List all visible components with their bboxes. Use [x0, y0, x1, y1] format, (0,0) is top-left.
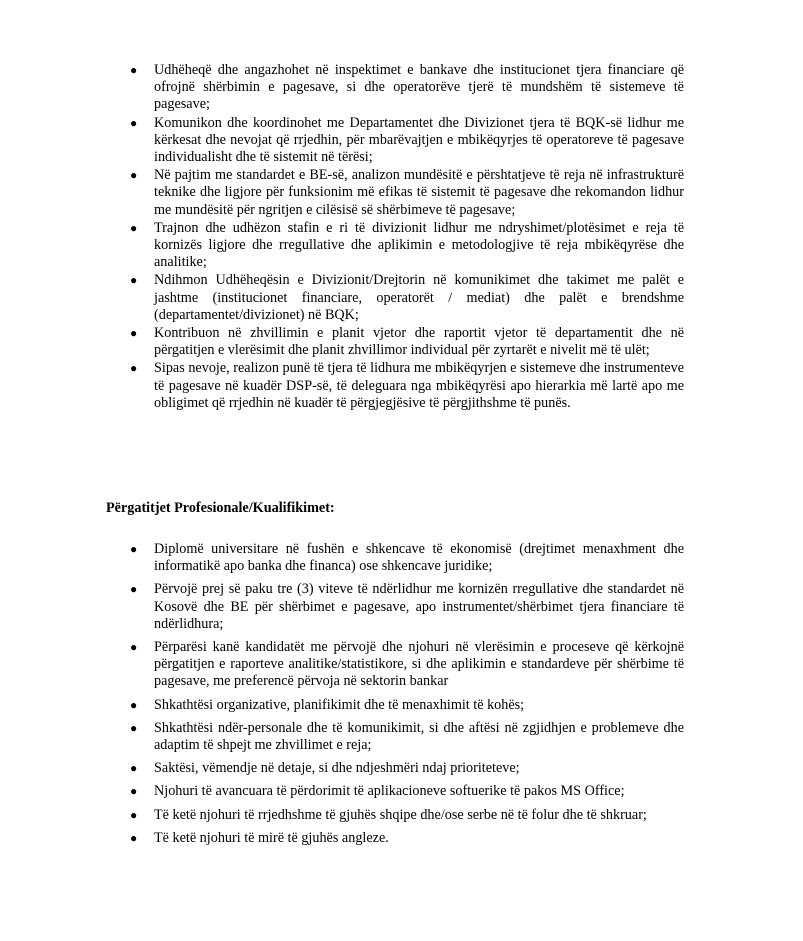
qualifications-list: [0, 541, 803, 853]
list-item-text: Diplomë universitare në fushën e shkencave të ekonomisë (drejtimet menaxhment dhe informatikë apo banka dhe financa) ose shkencave juridike;: [154, 541, 684, 575]
list-item: [0, 760, 684, 777]
list-item-text: Kontribuon në zhvillimin e planit vjetor dhe raportit vjetor të departamentit dhe në përgatitjen e vlerësimit dhe planit zhvillimor individual për zyrtarët e nivelit më të ulët;: [154, 325, 684, 359]
bullet-icon: ●: [130, 582, 138, 597]
list-item-text: Përvojë prej së paku tre (3) viteve të ndërlidhur me kornizën rregullative dhe standardet në Kosovë dhe BE për shërbimet e pagesave, apo instrumentet/shërbimet tjera financiare të ndërlidhura;: [154, 581, 684, 632]
bullet-icon: ●: [130, 273, 138, 288]
bullet-icon: ●: [130, 761, 138, 776]
bullet-icon: ●: [130, 168, 138, 183]
bullet-icon: ●: [130, 807, 138, 822]
list-item-text: Njohuri të avancuara të përdorimit të aplikacioneve softuerike të pakos MS Office;: [154, 783, 625, 800]
list-item-text: Shkathtësi ndër-personale dhe të komunikimit, si dhe aftësi në zgjidhjen e problemeve dhe adaptim të shpejt me zhvillimet e reja;: [154, 719, 684, 754]
bullet-icon: ●: [130, 63, 138, 77]
list-item-text: Trajnon dhe udhëzon stafin e ri të divizionit lidhur me ndryshimet/plotësimet e reja të kornizës ligjore dhe rregullative dhe aplikimin e metodologjive të reja mbikëqyrëse dhe analitike;: [154, 219, 684, 271]
list-item: [0, 639, 684, 691]
list-item-text: Në pajtim me standardet e BE-së, analizon mundësitë e përshtatjeve të reja në infrastrukturë teknike dhe ligjore për funksionim më efikas të sistemit të pagesave dhe rekomandon lidhur me mundësitë për ngritjen e cilësisë së shërbimeve të pagesave;: [154, 167, 684, 218]
list-item: [0, 62, 684, 114]
list-item: [0, 272, 684, 324]
list-item: [0, 325, 684, 359]
list-item: [0, 830, 684, 847]
list-item: [0, 697, 684, 714]
list-item: [0, 581, 684, 633]
bullet-icon: ●: [130, 361, 138, 376]
bullet-icon: ●: [130, 697, 138, 712]
bullet-icon: ●: [130, 115, 138, 130]
list-item: [0, 807, 684, 824]
bullet-icon: ●: [130, 326, 138, 341]
list-item-text: Të ketë njohuri të mirë të gjuhës angleze.: [154, 829, 389, 846]
list-item: [0, 220, 684, 272]
list-item: [0, 783, 684, 800]
list-item: [0, 360, 684, 412]
bullet-icon: ●: [130, 830, 138, 845]
responsibilities-list: [0, 62, 803, 413]
list-item-text: Komunikon dhe koordinohet me Departamentet dhe Divizionet tjera të BQK-së lidhur me kërkesat dhe nevojat që rrjedhin, për mbarëvajtjen e mbikëqyrjes të operatoreve të pagesave individualisht dhe të sistemit në tërësi;: [154, 114, 684, 166]
bullet-icon: ●: [130, 640, 138, 655]
bullet-icon: ●: [130, 784, 138, 799]
bullet-icon: ●: [130, 220, 138, 235]
list-item: [0, 541, 684, 575]
list-item-text: Të ketë njohuri të rrjedhshme të gjuhës shqipe dhe/ose serbe në të folur dhe të shkruar;: [154, 806, 647, 823]
list-item: [0, 167, 684, 219]
list-item-text: Sipas nevoje, realizon punë të tjera të lidhura me mbikëqyrjen e sistemeve dhe instrumenteve të pagesave në kuadër DSP-së, të deleguara nga mbikëqyrësi apo hierarkia më lartë apo me obligimet që rrjedhin në kuadër të përgjegjësive të përgjithshme të punës.: [154, 360, 684, 411]
list-item: [0, 720, 684, 754]
list-item-text: Saktësi, vëmendje në detaje, si dhe ndjeshmëri ndaj prioriteteve;: [154, 760, 520, 777]
list-item-text: Udhëheqë dhe angazhohet në inspektimet e bankave dhe institucionet tjera financiare që ofrojnë shërbimin e pagesave, si dhe operatorëve tjerë të mundshëm të sistemeve të pagesave;: [154, 62, 684, 113]
list-item-text: Përparësi kanë kandidatët me përvojë dhe njohuri në vlerësimin e proceseve që kërkojnë përgatitjen e raporteve analitike/statistikore, si dhe aplikimin e standardeve për shërbime të pagesave, me preferencë përvoja në sektorin bankar: [154, 639, 684, 690]
list-item-text: Shkathtësi organizative, planifikimit dhe të menaxhimit të kohës;: [154, 696, 525, 713]
bullet-icon: ●: [130, 542, 138, 556]
list-item-text: Ndihmon Udhëheqësin e Divizionit/Drejtorin në komunikimet dhe takimet me palët e jashtme (institucionet financiare, operatorët / mediat) dhe palët e brendshme (departamentet/divizionet) në BQK;: [154, 272, 684, 323]
section-heading: Përgatitjet Profesionale/Kualifikimet:: [106, 500, 335, 516]
bullet-icon: ●: [130, 720, 138, 735]
list-item: [0, 115, 684, 167]
